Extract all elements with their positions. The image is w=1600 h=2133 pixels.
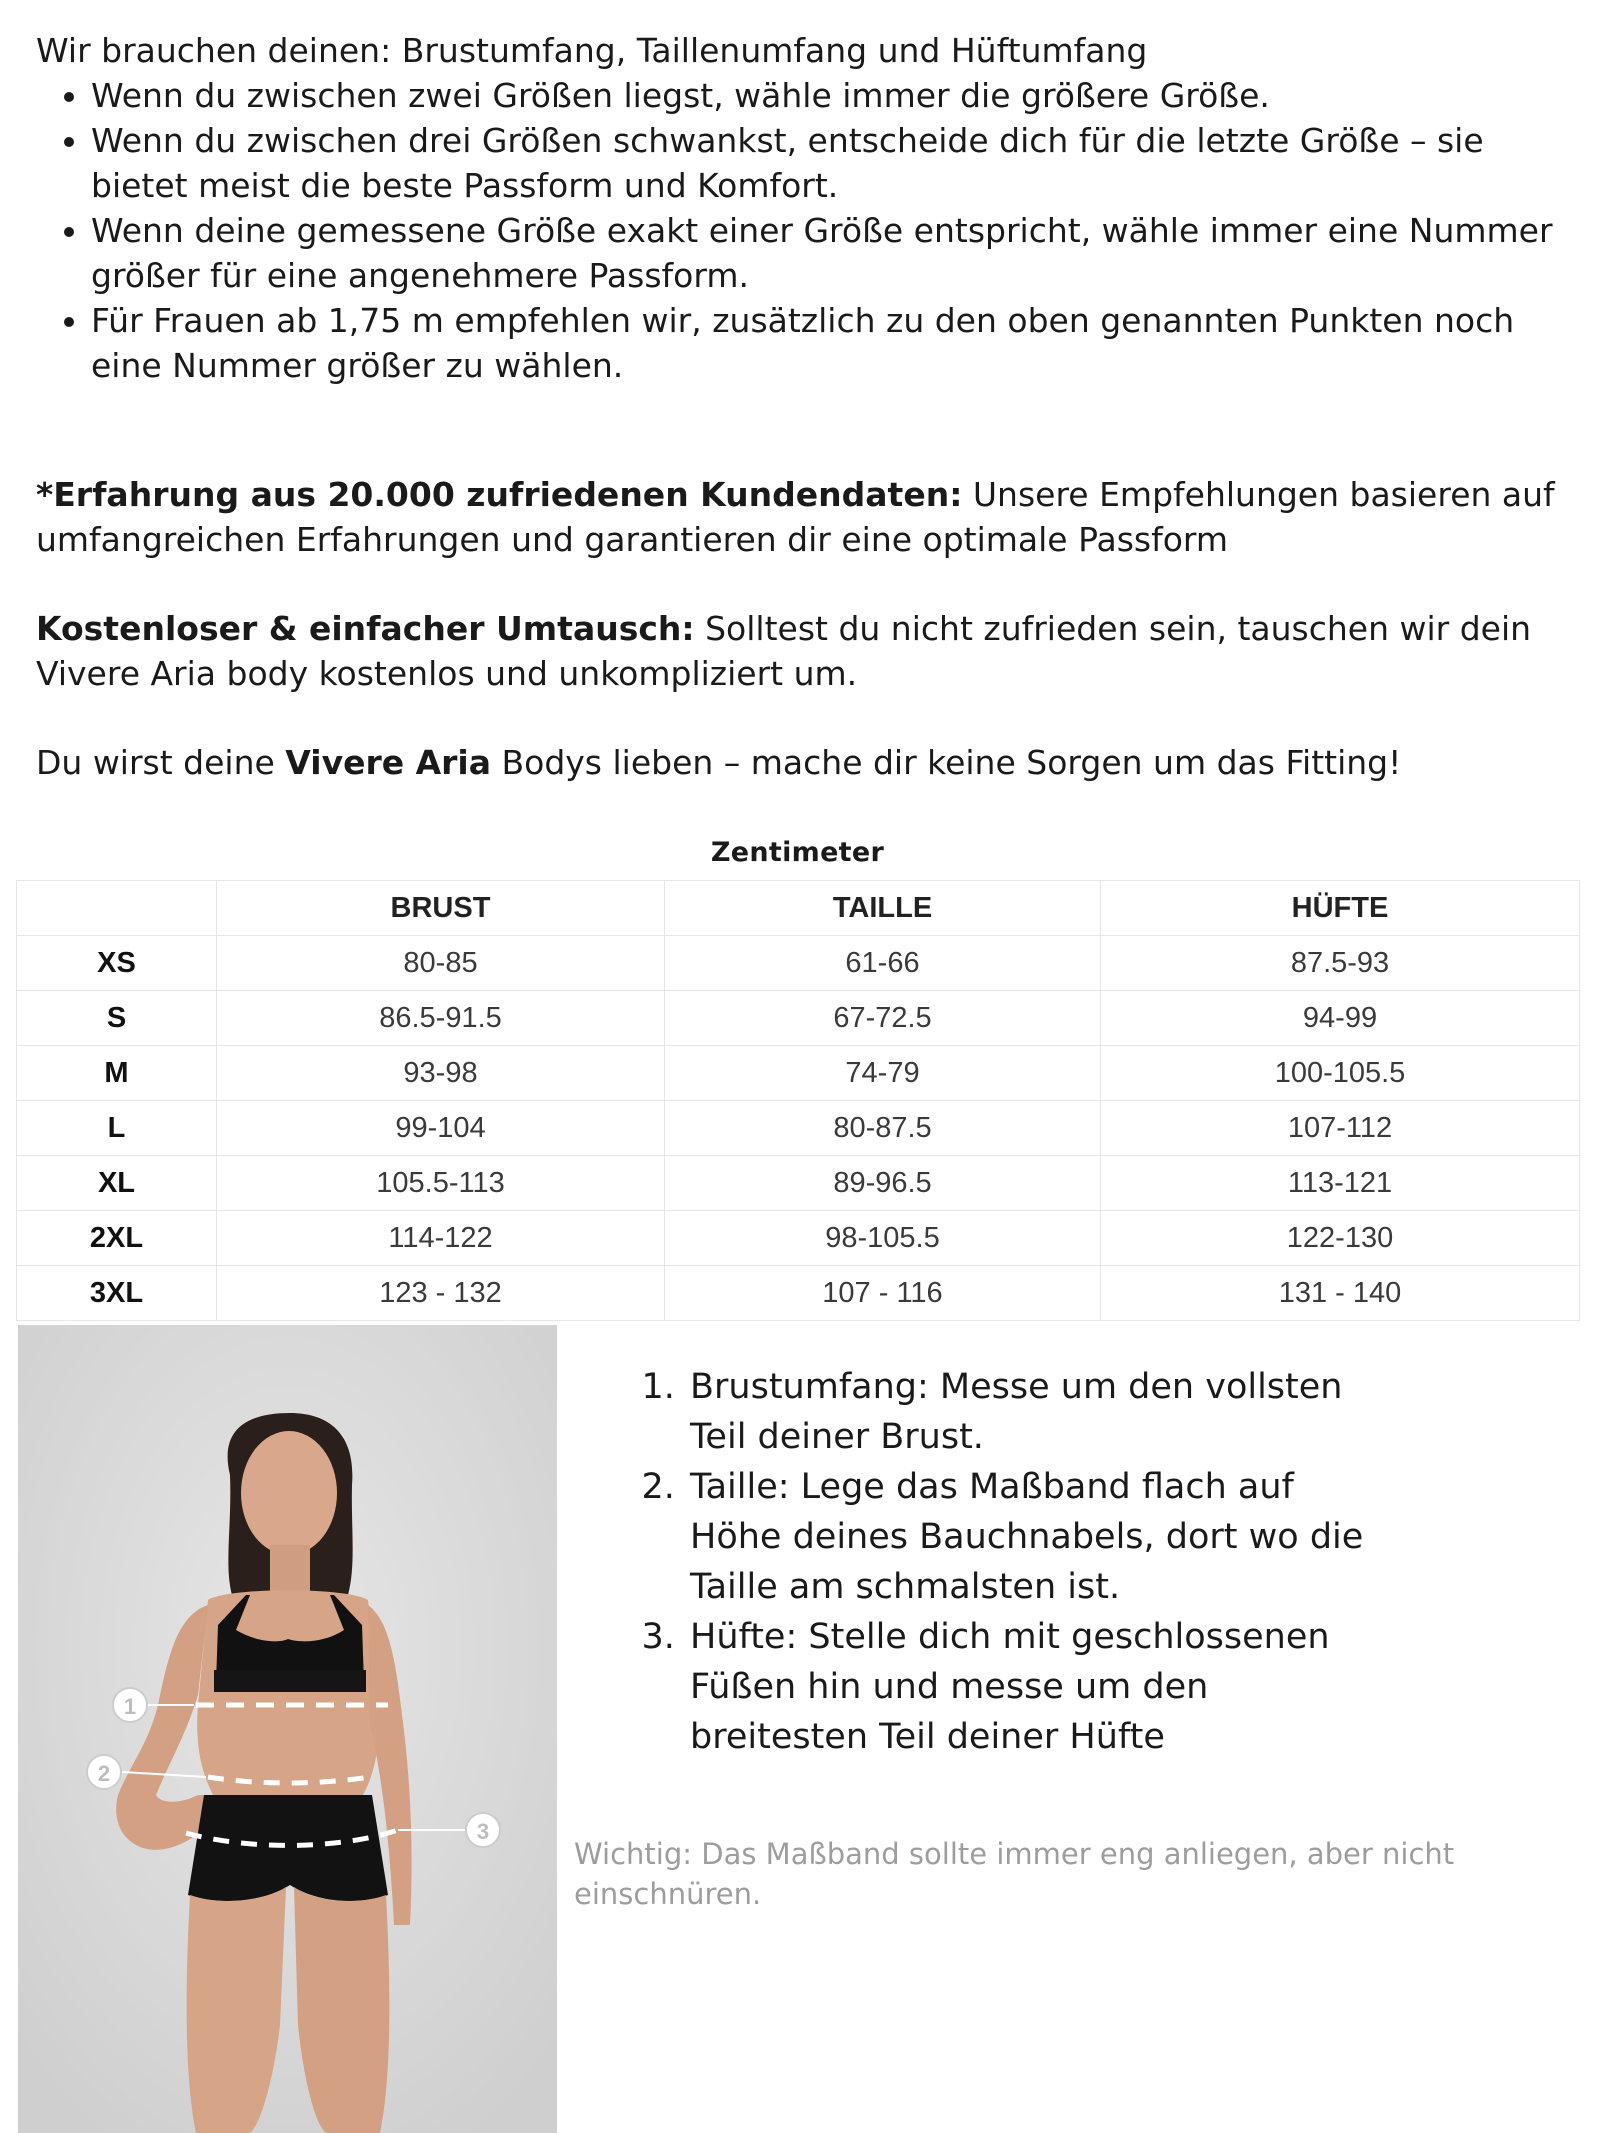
- model-illustration: [18, 1325, 557, 2133]
- intro-section: [36, 28, 1576, 388]
- size-label: L: [17, 1101, 217, 1156]
- table-row: [17, 1101, 1580, 1156]
- marker-2: [87, 1755, 121, 1789]
- sizing-tips-list: [36, 73, 1576, 388]
- experience-lead: *Erfahrung aus 20.000 zufriedenen Kundendaten:: [36, 475, 963, 514]
- marker-3-label: 3: [476, 1819, 490, 1844]
- huefte-value: 113-121: [1101, 1156, 1580, 1211]
- size-label: 2XL: [17, 1211, 217, 1266]
- brust-value: 123 - 132: [217, 1266, 665, 1321]
- brust-value: 80-85: [217, 936, 665, 991]
- table-header-row: [17, 881, 1580, 936]
- size-table: [16, 880, 1580, 1321]
- size-label: M: [17, 1046, 217, 1101]
- table-row: [17, 936, 1580, 991]
- marker-1: [113, 1688, 147, 1722]
- sizing-tip: • Wenn du zwischen drei Größen schwankst, entscheide dich für die letzte Größe – sie bietet meist die beste Passform und Komfort.: [91, 118, 1576, 208]
- step-item: 3. Hüfte: Stelle dich mit geschlossenen Füßen hin und messe um den breitesten Teil deiner Hüfte: [686, 1612, 1386, 1762]
- sizing-tip: • Wenn du zwischen zwei Größen liegst, wähle immer die größere Größe.: [91, 73, 1576, 118]
- header-brust: BRUST: [217, 881, 665, 936]
- taille-value: 80-87.5: [665, 1101, 1101, 1156]
- header-huefte: HÜFTE: [1101, 881, 1580, 936]
- intro-heading: Wir brauchen deinen: Brustumfang, Taillenumfang und Hüftumfang: [36, 31, 1148, 70]
- size-label: S: [17, 991, 217, 1046]
- love-paragraph: [36, 740, 1576, 785]
- size-label: XS: [17, 936, 217, 991]
- huefte-value: 100-105.5: [1101, 1046, 1580, 1101]
- table-row: [17, 1156, 1580, 1211]
- table-row: [17, 991, 1580, 1046]
- measurement-steps: [650, 1362, 1386, 1762]
- huefte-value: 87.5-93: [1101, 936, 1580, 991]
- measuring-note: Wichtig: Das Maßband sollte immer eng anliegen, aber nicht einschnüren.: [574, 1837, 1455, 1911]
- size-label: XL: [17, 1156, 217, 1211]
- taille-value: 89-96.5: [665, 1156, 1101, 1211]
- marker-1-label: 1: [123, 1694, 137, 1719]
- marker-3: [466, 1813, 500, 1847]
- brust-value: 105.5-113: [217, 1156, 665, 1211]
- experience-text: Unsere Empfehlungen basieren auf umfangreichen Erfahrungen und garantieren dir eine optimale Passform: [36, 475, 1555, 559]
- huefte-value: 94-99: [1101, 991, 1580, 1046]
- brust-value: 93-98: [217, 1046, 665, 1101]
- brust-value: 114-122: [217, 1211, 665, 1266]
- brand-name: Vivere Aria: [285, 743, 491, 782]
- taille-value: 67-72.5: [665, 991, 1101, 1046]
- step-item: 2. Taille: Lege das Maßband flach auf Höhe deines Bauchnabels, dort wo die Taille am schmalsten ist.: [686, 1462, 1386, 1612]
- size-label: 3XL: [17, 1266, 217, 1321]
- unit-label: Zentimeter: [710, 837, 885, 868]
- taille-value: 107 - 116: [665, 1266, 1101, 1321]
- marker-2-label: 2: [97, 1761, 111, 1786]
- huefte-value: 107-112: [1101, 1101, 1580, 1156]
- table-row: [17, 1046, 1580, 1101]
- brust-value: 86.5-91.5: [217, 991, 665, 1046]
- size-chart: [16, 826, 1579, 1321]
- taille-value: 74-79: [665, 1046, 1101, 1101]
- sizing-tip: • Wenn deine gemessene Größe exakt einer Größe entspricht, wähle immer eine Nummer größer für eine angenehmere Passform.: [91, 208, 1576, 298]
- huefte-value: 122-130: [1101, 1211, 1580, 1266]
- sizing-tip: • Für Frauen ab 1,75 m empfehlen wir, zusätzlich zu den oben genannten Punkten noch eine Nummer größer zu wählen.: [91, 298, 1576, 388]
- experience-paragraph: [36, 472, 1576, 562]
- table-row: [17, 1266, 1580, 1321]
- step-item: 1. Brustumfang: Messe um den vollsten Teil deiner Brust.: [686, 1362, 1386, 1462]
- love-text-after: Bodys lieben – mache dir keine Sorgen um das Fitting!: [491, 743, 1402, 782]
- exchange-lead: Kostenloser & einfacher Umtausch:: [36, 609, 695, 648]
- exchange-text: Solltest du nicht zufrieden sein, tauschen wir dein Vivere Aria body kostenlos und unkompliziert um.: [36, 609, 1532, 693]
- table-row: [17, 1211, 1580, 1266]
- header-taille: TAILLE: [665, 881, 1101, 936]
- taille-value: 61-66: [665, 936, 1101, 991]
- brust-value: 99-104: [217, 1101, 665, 1156]
- huefte-value: 131 - 140: [1101, 1266, 1580, 1321]
- header-size: [17, 881, 217, 936]
- taille-value: 98-105.5: [665, 1211, 1101, 1266]
- love-text-before: Du wirst deine: [36, 743, 286, 782]
- exchange-paragraph: [36, 606, 1576, 696]
- measurement-photo: [18, 1325, 557, 2133]
